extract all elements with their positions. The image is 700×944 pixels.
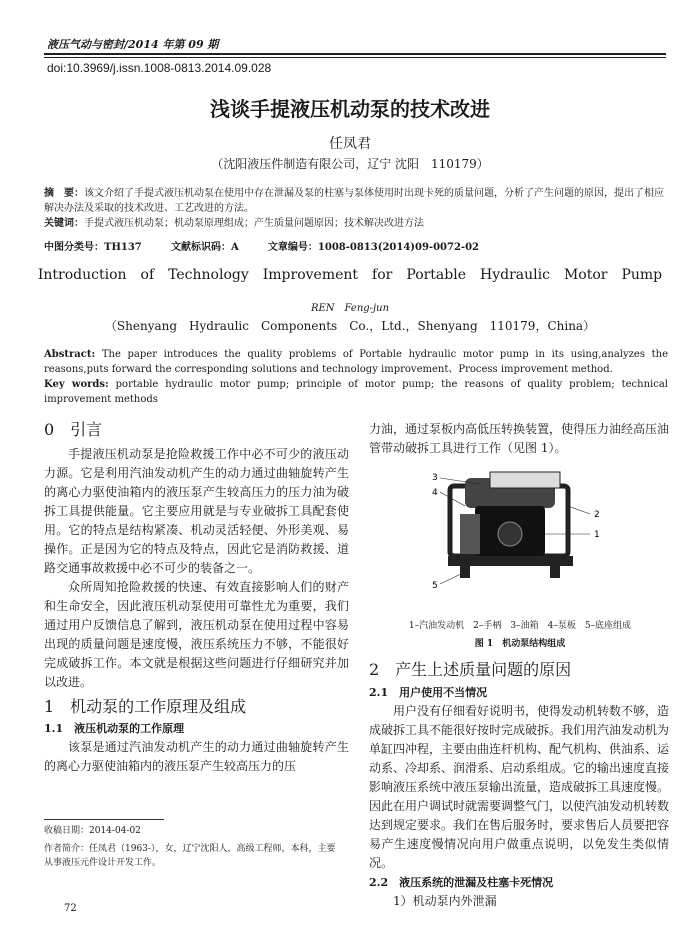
journal-header: 液压气动与密封/2014 年第 09 期 xyxy=(47,38,219,51)
right-column-top xyxy=(369,420,669,458)
engine-pulley xyxy=(498,522,522,546)
tank-top-grille xyxy=(490,472,560,488)
callout-5: 5 xyxy=(432,581,438,591)
pump-plate xyxy=(460,514,480,554)
en-keywords-label: Key words: xyxy=(44,379,109,390)
callout-2: 2 xyxy=(594,510,600,520)
section-1-1-heading: 1.1 液压机动泵的工作原理 xyxy=(44,722,185,735)
intro-paragraph-1: 手提液压机动泵是抢险救援工作中必不可少的液压动力源。它是利用汽油发动机产生的动力通过曲轴旋转产生的离心力驱使油箱内的液压泵产生较高压力的压力油为破拆工具提供能量。它主要应用就是与专业破拆工具配套使用。它的特点是结构紧凑、机动灵活轻便、外形美观、易操作。正是因为它的特点及特点，因此它是消防救援、道路交通事故救援中必不可少的装备之一。 xyxy=(44,447,349,575)
callout-1: 1 xyxy=(594,530,600,540)
page-number: 72 xyxy=(64,903,77,914)
section-2-2-subheading: 1）机动泵内外泄漏 xyxy=(393,894,497,908)
section-2-heading: 2 产生上述质量问题的原因 xyxy=(369,660,572,679)
article-number: 文章编号：1008-0813(2014)09-0072-02 xyxy=(267,242,479,253)
en-abstract-label: Abstract: xyxy=(44,349,96,360)
section-2-2-heading: 2.2 液压系统的泄漏及柱塞卡死情况 xyxy=(369,876,554,889)
clc-number: 中图分类号：TH137 xyxy=(44,242,142,253)
footnote-received: 收稿日期：2014-04-02 xyxy=(44,826,141,836)
en-author: REN Feng-jun xyxy=(310,303,390,314)
section-0-heading: 0 引言 xyxy=(44,420,103,439)
section-1-1-paragraph: 该泵是通过汽油发动机产生的动力通过曲轴旋转产生的离心力驱使油箱内的液压泵产生较高压力的压 xyxy=(44,740,349,773)
base-foot-right xyxy=(550,566,560,578)
section-1-heading: 1 机动泵的工作原理及组成 xyxy=(44,697,247,716)
base xyxy=(448,556,573,566)
figure-caption: 图 1 机动泵结构组成 xyxy=(474,639,566,649)
continued-paragraph: 力油，通过泵板内高低压转换装置，使得压力油经高压油管带动破拆工具进行工作（见图 1）。 xyxy=(369,422,670,455)
header-rule-thin xyxy=(44,57,666,58)
affiliation: （沈阳液压件制造有限公司，辽宁 沈阳 110179） xyxy=(211,157,489,171)
section-2-1-heading: 2.1 用户使用不当情况 xyxy=(369,686,488,699)
keywords-text: 手提式液压机动泵；机动泵原理组成；产生质量问题原因；技术解决改进方法 xyxy=(84,218,424,229)
en-abstract xyxy=(44,347,668,407)
intro-paragraph-2: 众所周知抢险救援的快速、有效直接影响人们的财产和生命安全，因此液压机动泵使用可靠性尤为重要，我们通过用户反馈信息了解到，液压机动泵在使用过程中容易出现的质量问题是速度慢，液压系统压力不够，不能很好完成破拆工作。本文就是根据这些问题进行仔细研究并加以改进。 xyxy=(44,580,349,689)
pump-figure xyxy=(420,466,620,594)
en-affiliation: （Shenyang Hydraulic Components Co.，Ltd.，Shenyang 110179，China） xyxy=(104,319,596,333)
en-title: Introduction of Technology Improvement for Portable Hydraulic Motor Pump xyxy=(37,267,663,283)
section-2-1-paragraph: 用户没有仔细看好说明书，使得发动机转数不够，造成破拆工具不能很好按时完成破拆。我们用汽油发动机为单缸四冲程，主要由曲连杆机构、配气机构、供油系、运动系、冷却系、润滑系、启动系组成。它的输出速度直接影响液压系统中液压泵输出流量，造成破拆工具速度慢。因此在用户调试时就需要调整气门，以使汽油发动机转数达到规定要求。我们在售后服务时，要求售后人员要把容易产生速度慢情况向用户做重点说明，以免发生类似情况。 xyxy=(369,704,670,870)
author: 任凤君 xyxy=(329,136,371,152)
footnote-bio: 作者简介：任凤君（1963-），女，辽宁沈阳人，高级工程师，本科，主要从事液压元件设计开发工作。 xyxy=(44,844,336,868)
abstract-text: 该文介绍了手提式液压机动泵在使用中存在泄漏及泵的柱塞与泵体使用时出现卡死的质量问题，分析了产生问题的原因，提出了相应解决办法及采取的技术改进、工艺改进的方法。 xyxy=(44,188,664,214)
left-column xyxy=(44,420,349,776)
classification-row xyxy=(44,238,668,253)
footnote-rule xyxy=(44,819,164,820)
right-column-bottom xyxy=(369,660,669,911)
callout-3: 3 xyxy=(432,473,438,483)
cn-abstract xyxy=(44,186,668,231)
header-rule xyxy=(44,53,666,55)
keywords-label: 关键词： xyxy=(44,218,84,229)
doc-code: 文献标识码：A xyxy=(170,242,239,253)
figure-legend: 1–汽油发动机 2–手柄 3–油箱 4–泵板 5–底座组成 xyxy=(408,621,632,631)
en-keywords-text: portable hydraulic motor pump; principle of motor pump; the reasons of quality problem; technical improvement methods xyxy=(44,379,668,405)
abstract-label: 摘 要： xyxy=(44,188,84,199)
doi[interactable]: doi:10.3969/j.issn.1008-0813.2014.09.028 xyxy=(47,61,272,75)
callout-4: 4 xyxy=(432,488,438,498)
en-abstract-text: The paper introduces the quality problems of Portable hydraulic motor pump in its using,analyzes the reasons,puts forward the corresponding solutions and technology improvement、Process improvement method. xyxy=(44,349,668,375)
paper-title: 浅谈手提液压机动泵的技术改进 xyxy=(210,97,490,121)
